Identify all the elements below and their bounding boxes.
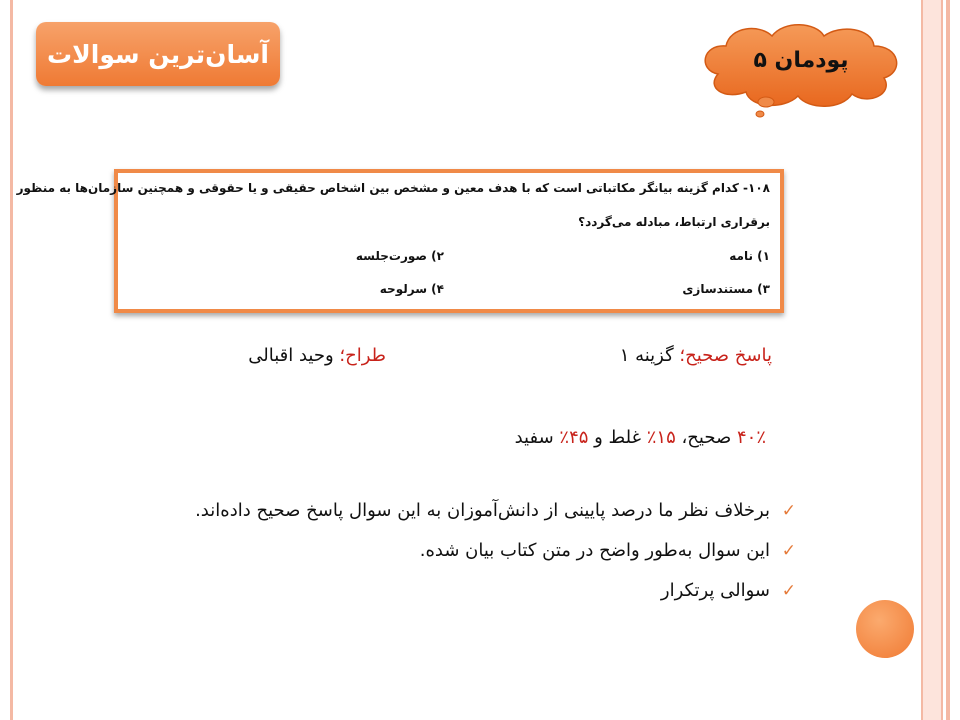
wrong-percent: ۱۵٪ (646, 427, 676, 448)
check-icon: ✓ (781, 541, 796, 561)
decorative-circle (856, 600, 914, 658)
list-item (110, 580, 796, 620)
designer-name: وحید اقبالی (248, 345, 340, 366)
list-item-text: این سوال به‌طور واضح در متن کتاب بیان شده. (419, 540, 770, 561)
module-badge (696, 18, 906, 118)
option-2: ۲) صورت‌جلسه (355, 249, 444, 263)
correct-answer-value: گزینه ۱ (619, 345, 680, 366)
list-item (110, 500, 796, 540)
slide-title-text: آسان‌ترین سوالات (47, 39, 269, 69)
option-4: ۴) سرلوحه (379, 282, 444, 296)
option-3: ۳) مستندسازی (682, 282, 770, 296)
designer (248, 345, 386, 366)
question-line-1: ۱۰۸- کدام گزینه بیانگر مکاتباتی است که با هدف معین و مشخص بین اشخاص حقیقی و یا حقوقی و همچنین سازمان‌ها به منظور (16, 181, 770, 195)
question-line-2: برقراری ارتباط، مبادله می‌گردد؟ (578, 215, 770, 229)
left-border-line (10, 0, 13, 720)
list-item-text: سوالی پرتکرار (660, 580, 770, 601)
correct-label: صحیح، (675, 427, 737, 448)
check-icon: ✓ (781, 501, 796, 521)
slide-title (36, 22, 280, 86)
correct-answer-label: پاسخ صحیح؛ (679, 345, 772, 366)
right-border-band (921, 0, 943, 720)
badge-text: پودمان ۵ (753, 47, 849, 73)
blank-percent: ۴۵٪ (559, 427, 589, 448)
question-box (16, 169, 784, 313)
designer-label: طراح؛ (339, 345, 386, 366)
correct-answer (620, 345, 772, 366)
right-border-line (946, 0, 950, 720)
list-item-text: برخلاف نظر ما درصد پایینی از دانش‌آموزان به این سوال پاسخ صحیح داده‌اند. (195, 500, 770, 521)
option-1: ۱) نامه (729, 249, 770, 263)
list-item (110, 540, 796, 580)
blank-label: سفید (514, 427, 560, 448)
correct-percent: ۴۰٪ (736, 427, 766, 448)
check-icon: ✓ (781, 581, 796, 601)
wrong-label: غلط و (588, 427, 647, 448)
answer-stats (515, 427, 766, 448)
notes-list (110, 500, 796, 620)
